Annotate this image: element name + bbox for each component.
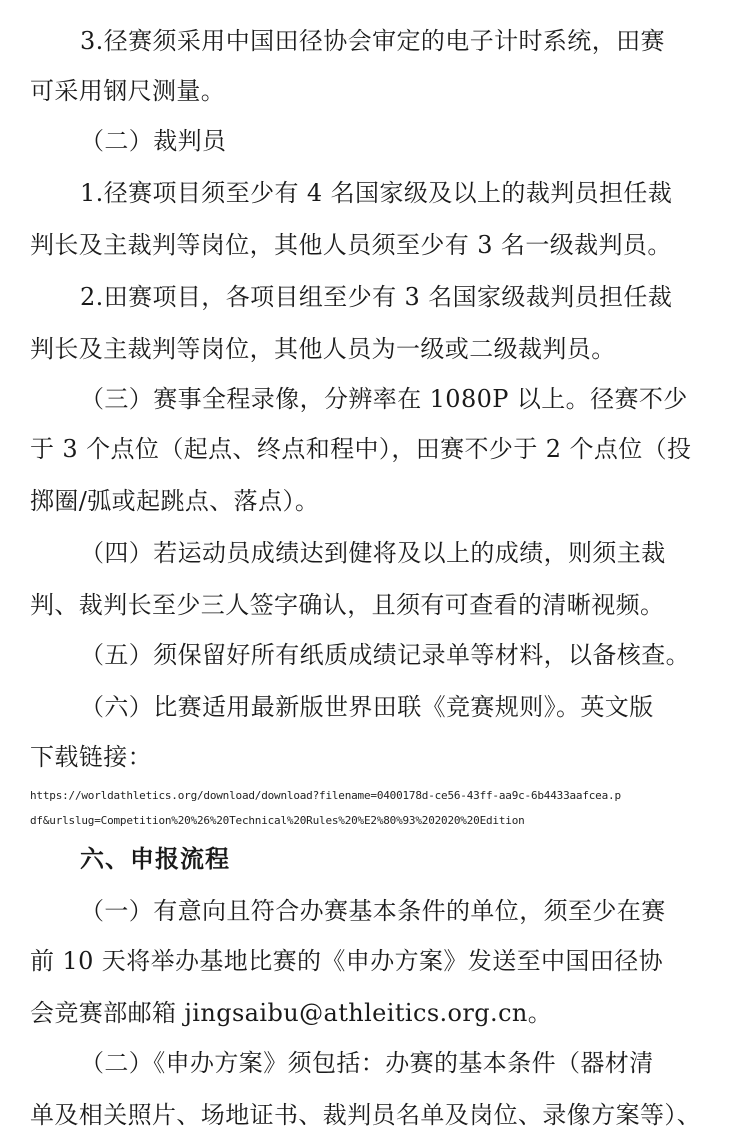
paragraph-line: 判、裁判长至少三人签字确认，且须有可查看的清晰视频。 [30, 591, 665, 619]
paragraph-line: （一）有意向且符合办赛基本条件的单位，须至少在赛 [80, 897, 666, 925]
paragraph-line: 1.径赛项目须至少有 4 名国家级及以上的裁判员担任裁 [80, 179, 673, 207]
paragraph-line: 于 3 个点位（起点、终点和程中），田赛不少于 2 个点位（投 [30, 435, 692, 463]
section-heading: 六、申报流程 [80, 845, 230, 873]
download-url-line[interactable]: df&urlslug=Competition%20%26%20Technical%20Rules%20%E2%80%93%202020%20Edition [30, 814, 525, 827]
paragraph-line: 单及相关照片、场地证书、裁判员名单及岗位、录像方案等）、 [30, 1101, 702, 1129]
paragraph-line: 判长及主裁判等岗位，其他人员须至少有 3 名一级裁判员。 [30, 231, 672, 259]
paragraph-line: 3.径赛须采用中国田径协会审定的电子计时系统，田赛 [80, 27, 665, 55]
paragraph-line: 会竞赛部邮箱 jingsaibu@athleitics.org.cn。 [30, 999, 553, 1027]
paragraph-line: 可采用钢尺测量。 [30, 77, 226, 105]
paragraph-line: 掷圈/弧或起跳点、落点）。 [30, 487, 320, 515]
paragraph-line: 前 10 天将举办基地比赛的《申办方案》发送至中国田径协 [30, 947, 663, 975]
subsection-heading: （二）裁判员 [80, 127, 227, 155]
paragraph-line: （五）须保留好所有纸质成绩记录单等材料，以备核查。 [80, 641, 690, 669]
paragraph-line: （二）《申办方案》须包括：办赛的基本条件（器材清 [80, 1049, 654, 1077]
paragraph-line: 2.田赛项目，各项目组至少有 3 名国家级裁判员担任裁 [80, 283, 673, 311]
paragraph-line: （六）比赛适用最新版世界田联《竞赛规则》。英文版 [80, 693, 654, 721]
paragraph-line: （三）赛事全程录像，分辨率在 1080P 以上。径赛不少 [80, 385, 688, 413]
download-url-line[interactable]: https://worldathletics.org/download/download?filename=0400178d-ce56-43ff-aa9c-6b4433aafcea.p [30, 789, 621, 802]
paragraph-line: 下载链接： [30, 743, 152, 771]
paragraph-line: 判长及主裁判等岗位，其他人员为一级或二级裁判员。 [30, 335, 616, 363]
paragraph-line: （四）若运动员成绩达到健将及以上的成绩，则须主裁 [80, 539, 666, 567]
